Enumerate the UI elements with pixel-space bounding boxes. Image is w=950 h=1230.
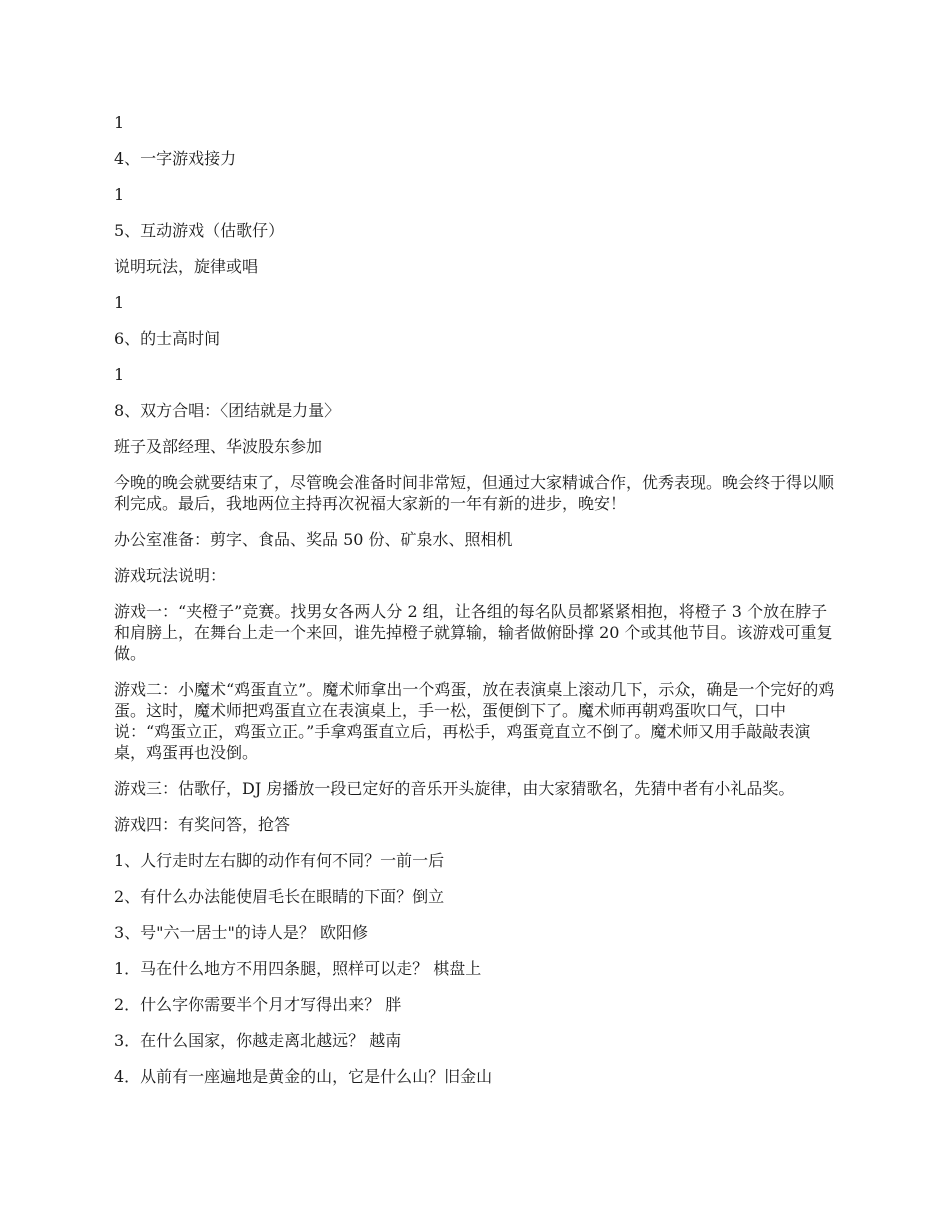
paragraph: 游戏二：小魔术“鸡蛋直立”。魔术师拿出一个鸡蛋，放在表演桌上滚动几下，示众，确是一个完好的鸡蛋。这时，魔术师把鸡蛋直立在表演桌上，手一松，蛋便倒下了。魔术师再朝鸡蛋吹口气，口中说：“鸡蛋立正，鸡蛋立正。”手拿鸡蛋直立后，再松手，鸡蛋竟直立不倒了。魔术师又用手敲敲表演桌，鸡蛋再也没倒。 <box>114 680 835 762</box>
paragraph: 游戏三：估歌仔，DJ 房播放一段已定好的音乐开头旋律，由大家猜歌名，先猜中者有小礼品奖。 <box>114 779 795 798</box>
paragraph: 班子及部经理、华波股东参加 <box>114 437 323 456</box>
paragraph: 办公室准备：剪字、食品、奖品 50 份、矿泉水、照相机 <box>114 530 513 549</box>
paragraph: 8、双方合唱：〈团结就是力量〉 <box>114 401 341 420</box>
paragraph: 1．马在什么地方不用四条腿，照样可以走？ 棋盘上 <box>114 959 482 978</box>
paragraph: 3．在什么国家，你越走离北越远？ 越南 <box>114 1031 402 1050</box>
paragraph: 1 <box>114 293 125 312</box>
paragraph: 说明玩法，旋律或唱 <box>114 257 259 276</box>
paragraph: 今晚的晚会就要结束了，尽管晚会准备时间非常短，但通过大家精诚合作，优秀表现。晚会终于得以顺利完成。最后，我地两位主持再次祝福大家新的一年有新的进步，晚安！ <box>114 473 835 513</box>
paragraph: 6、的士高时间 <box>114 329 221 348</box>
paragraph: 游戏一：“夹橙子”竞赛。找男女各两人分 2 组，让各组的每名队员都紧紧相抱，将橙子 3 个放在脖子和肩膀上，在舞台上走一个来回，谁先掉橙子就算输，输者做俯卧撑 20 个或其他节目。该游戏可重复做。 <box>114 602 833 663</box>
paragraph: 1 <box>114 113 125 132</box>
document-body <box>114 112 840 1102</box>
paragraph: 4、一字游戏接力 <box>114 149 237 168</box>
paragraph: 4．从前有一座遍地是黄金的山，它是什么山？旧金山 <box>114 1067 493 1086</box>
paragraph: 游戏四：有奖问答，抢答 <box>114 815 291 834</box>
paragraph: 2、有什么办法能使眉毛长在眼睛的下面？倒立 <box>114 887 445 906</box>
paragraph: 1、人行走时左右脚的动作有何不同？一前一后 <box>114 851 445 870</box>
paragraph: 1 <box>114 185 125 204</box>
paragraph: 3、号"六一居士"的诗人是？ 欧阳修 <box>114 923 368 942</box>
paragraph: 5、互动游戏（估歌仔） <box>114 221 285 240</box>
paragraph: 1 <box>114 365 125 384</box>
paragraph: 游戏玩法说明： <box>114 566 227 585</box>
paragraph: 2．什么字你需要半个月才写得出来？ 胖 <box>114 995 402 1014</box>
